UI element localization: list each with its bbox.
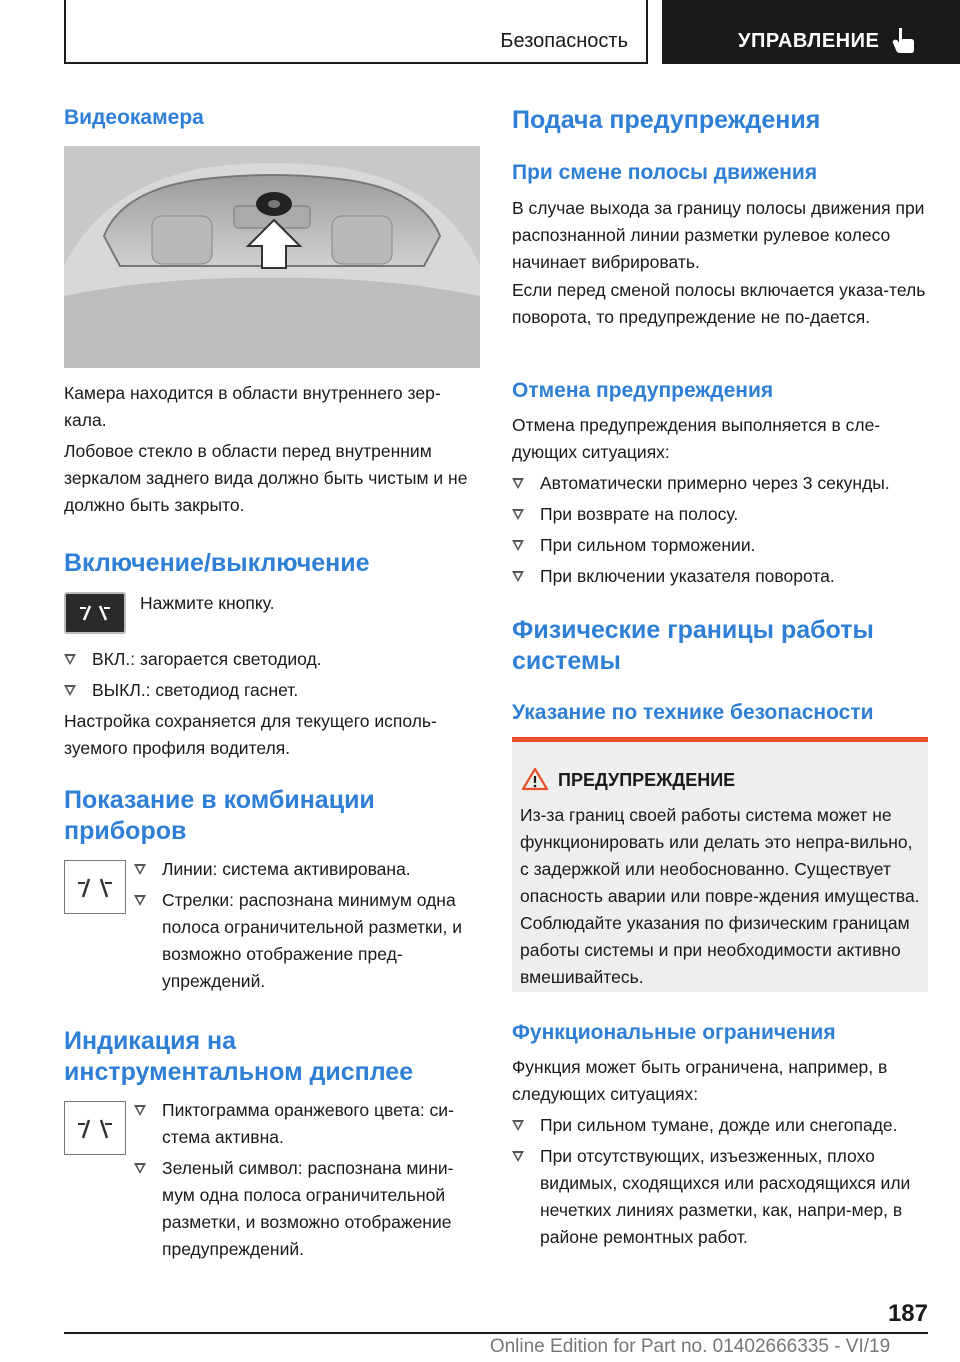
triangle-bullet-icon <box>134 895 146 906</box>
triangle-bullet-icon <box>512 1120 524 1131</box>
header-chapter-tab <box>662 0 960 64</box>
cluster-heading-line-2: приборов <box>64 817 187 845</box>
triangle-bullet-icon <box>64 654 76 665</box>
onoff-heading: Включение/выключение <box>64 549 370 577</box>
pointing-hand-icon <box>890 26 916 54</box>
triangle-bullet-icon <box>134 864 146 875</box>
warning-box <box>512 737 928 992</box>
onoff-paragraph: Настройка сохраняется для текущего исполь-зуемого профиля водителя. <box>64 711 437 758</box>
cluster-heading-line-1: Показание в комбинации <box>64 786 375 814</box>
camera-heading: Видеокамера <box>64 106 204 129</box>
lane-lines-icon <box>65 861 125 913</box>
triangle-bullet-icon <box>512 540 524 551</box>
warning-heading: Подача предупреждения <box>512 106 821 134</box>
page-number: 187 <box>887 1300 928 1327</box>
triangle-bullet-icon <box>134 1163 146 1174</box>
camera-paragraph-1: Камера находится в области внутреннего зер-кала. <box>64 383 441 430</box>
functional-limits-heading: Функциональные ограничения <box>512 1021 836 1044</box>
footer-divider <box>64 1332 928 1334</box>
triangle-bullet-icon <box>512 509 524 520</box>
safety-heading: Указание по технике безопасности <box>512 701 874 724</box>
triangle-bullet-icon <box>512 571 524 582</box>
camera-paragraph-2: Лобовое стекло в области перед внутренним зеркалом заднего вида должно быть чистым и не должно быть закрыто. <box>64 441 468 515</box>
onoff-press-instruction: Нажмите кнопку. <box>140 593 275 613</box>
cluster-indicator-box <box>64 860 126 914</box>
warning-triangle-icon <box>522 767 548 791</box>
lane-lines-icon <box>66 594 124 632</box>
functional-paragraph: Функция может быть ограничена, например, в следующих ситуациях: <box>512 1057 888 1104</box>
display-heading-line-2: инструментальном дисплее <box>64 1058 414 1086</box>
lane-paragraph-2: Если перед сменой полосы включается указа-тель поворота, то предупреждение не по-дается. <box>512 280 926 327</box>
lane-assist-button <box>64 592 126 634</box>
lane-paragraph-1: В случае выхода за границу полосы движения при распознанной линии разметки рулевое колесо начинает вибрировать. <box>512 198 925 272</box>
header-section-box <box>64 0 648 64</box>
warning-text: Из-за границ своей работы система может не функционировать или делать это непра-вильно, с задержкой или необоснованно. Существует опасность аварии или повре-ждения имущества. Соблюдайте указания по физическим границам работы системы и при необходимости активно вмешивайтесь. <box>520 805 920 987</box>
limits-heading-line-2: системы <box>512 647 621 675</box>
header-chapter-title: УПРАВЛЕНИЕ <box>738 30 880 52</box>
cancel-paragraph: Отмена предупреждения выполняется в сле-дующих ситуациях: <box>512 415 881 462</box>
warning-label: ПРЕДУПРЕЖДЕНИЕ <box>558 770 736 790</box>
display-indicator-box <box>64 1101 126 1155</box>
triangle-bullet-icon <box>512 478 524 489</box>
footer-edition: Online Edition for Part no. 01402666335 - VI/19 <box>489 1336 891 1357</box>
lane-lines-icon <box>65 1102 125 1154</box>
header-section-title: Безопасность <box>500 30 628 52</box>
lane-change-heading: При смене полосы движения <box>512 161 818 184</box>
cancel-heading: Отмена предупреждения <box>512 379 774 402</box>
triangle-bullet-icon <box>512 1151 524 1162</box>
rear-window-camera-image <box>64 146 480 368</box>
display-heading-line-1: Индикация на <box>64 1027 236 1055</box>
triangle-bullet-icon <box>134 1105 146 1116</box>
limits-heading-line-1: Физические границы работы <box>512 616 874 644</box>
triangle-bullet-icon <box>64 685 76 696</box>
